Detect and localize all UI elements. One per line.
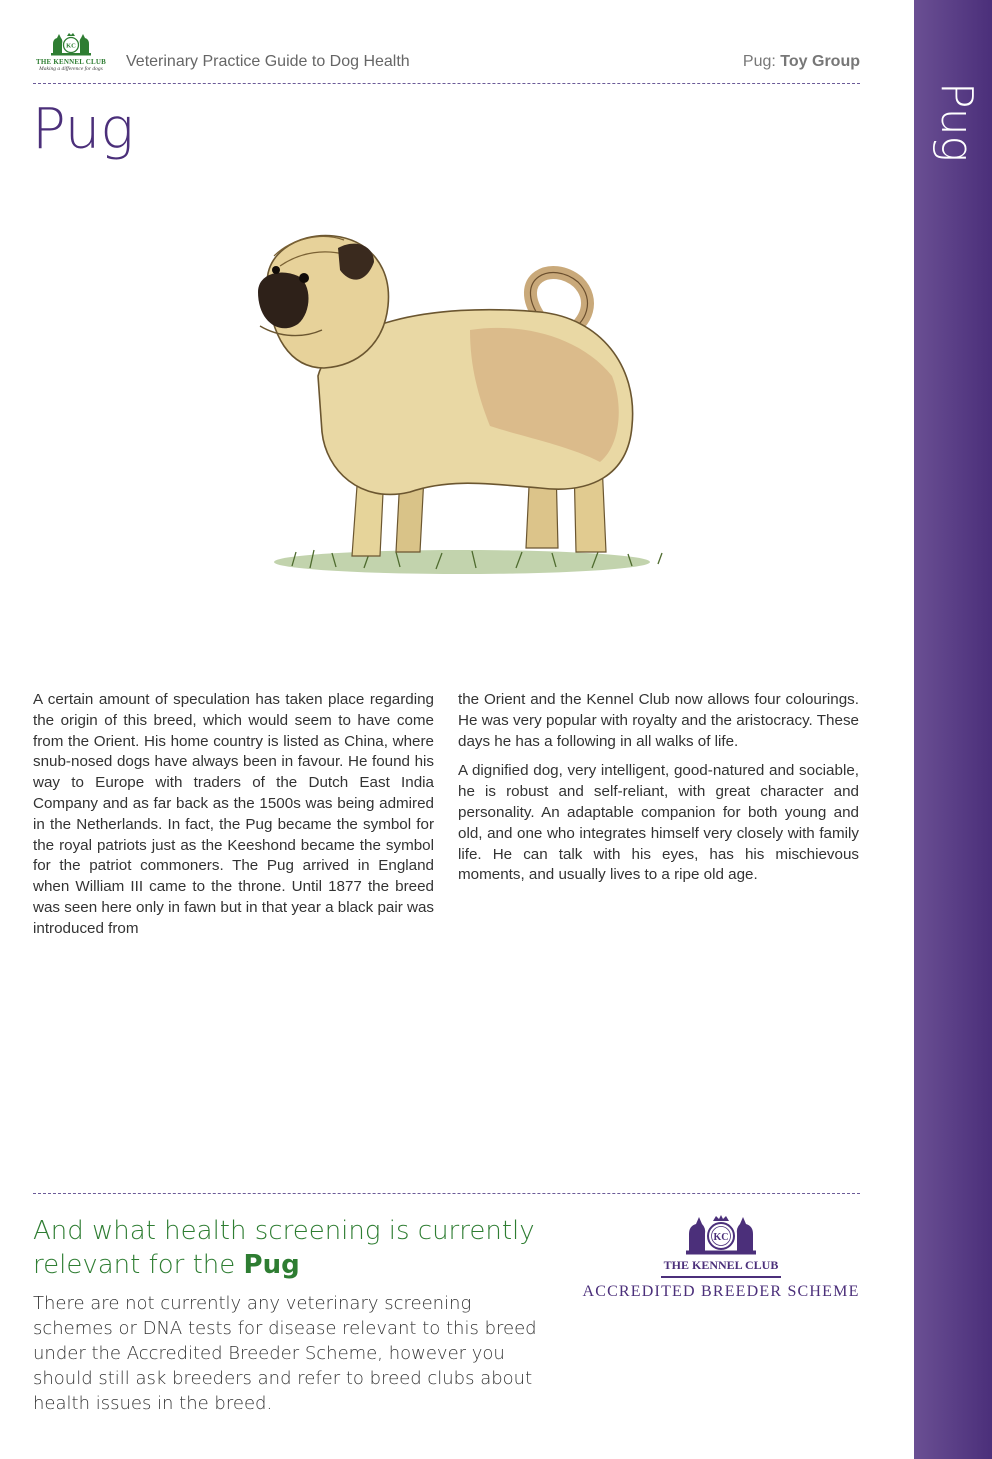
description-paragraph: the Orient and the Kennel Club now allows four colourings. He was very popular with royalty and the aristocracy. These days he has a following in all walks of life. <box>458 691 859 750</box>
kennel-club-logo <box>33 32 109 78</box>
logo-scheme: ACCREDITED BREEDER SCHEME <box>582 1283 860 1300</box>
logo-rule <box>661 1276 781 1278</box>
health-title-breed: Pug <box>243 1250 300 1280</box>
breed-group-label <box>743 53 860 71</box>
page-title: Pug <box>32 97 134 162</box>
health-title-prefix: And what health screening is currently relevant for the <box>33 1216 535 1280</box>
emblem-text: KC <box>713 1232 729 1243</box>
group-label: Toy Group <box>780 53 860 70</box>
emblem-text: KC <box>66 42 76 50</box>
description-paragraph: A dignified dog, very intelligent, good-natured and sociable, he is robust and self-reliant, with great character and personality. An adaptable companion for both young and old, and one who integrates himself very closely with family life. He can talk with his eyes, has his mischievous moments, and usually lives to a ripe old age. <box>458 762 859 884</box>
description-column-right <box>458 690 859 895</box>
side-tab-label: Pug <box>931 82 982 163</box>
pug-illustration <box>240 226 680 586</box>
side-tab <box>914 0 992 1459</box>
pug-icon <box>240 226 680 586</box>
logo-name: THE KENNEL CLUB <box>36 58 106 66</box>
kennel-club-emblem-icon <box>681 1214 761 1256</box>
description-column-left <box>33 690 434 949</box>
kennel-club-emblem-icon <box>49 32 93 56</box>
logo-name: THE KENNEL CLUB <box>663 1258 779 1272</box>
header-divider <box>33 83 860 84</box>
logo-tagline: Making a difference for dogs <box>39 66 103 72</box>
breed-label: Pug: <box>742 53 776 70</box>
health-screening-text: There are not currently any veterinary screening schemes or DNA tests for disease relevant to this breed under the Accredited Breeder Scheme, however you should still ask breeders and refer to breed clubs about health issues in the breed. <box>33 1293 537 1414</box>
guide-title: Veterinary Practice Guide to Dog Health <box>126 53 410 70</box>
health-divider <box>33 1193 860 1194</box>
description-paragraph: A certain amount of speculation has taken place regarding the origin of this breed, which would seem to have come from the Orient. His home country is listed as China, where snub-nosed dogs have always been in favour. He found his way to Europe with traders of the Dutch East India Company and as far back as the 1500s was being admired in the Netherlands. In fact, the Pug became the symbol for the royal patriots just as the Keeshond became the symbol for the patriot commoners. The Pug arrived in England when William III came to the throne. Until 1877 the breed was seen here only in fawn but in that year a black pair was introduced from <box>33 691 435 937</box>
health-screening-heading <box>33 1214 553 1282</box>
accredited-breeder-logo <box>580 1214 862 1301</box>
